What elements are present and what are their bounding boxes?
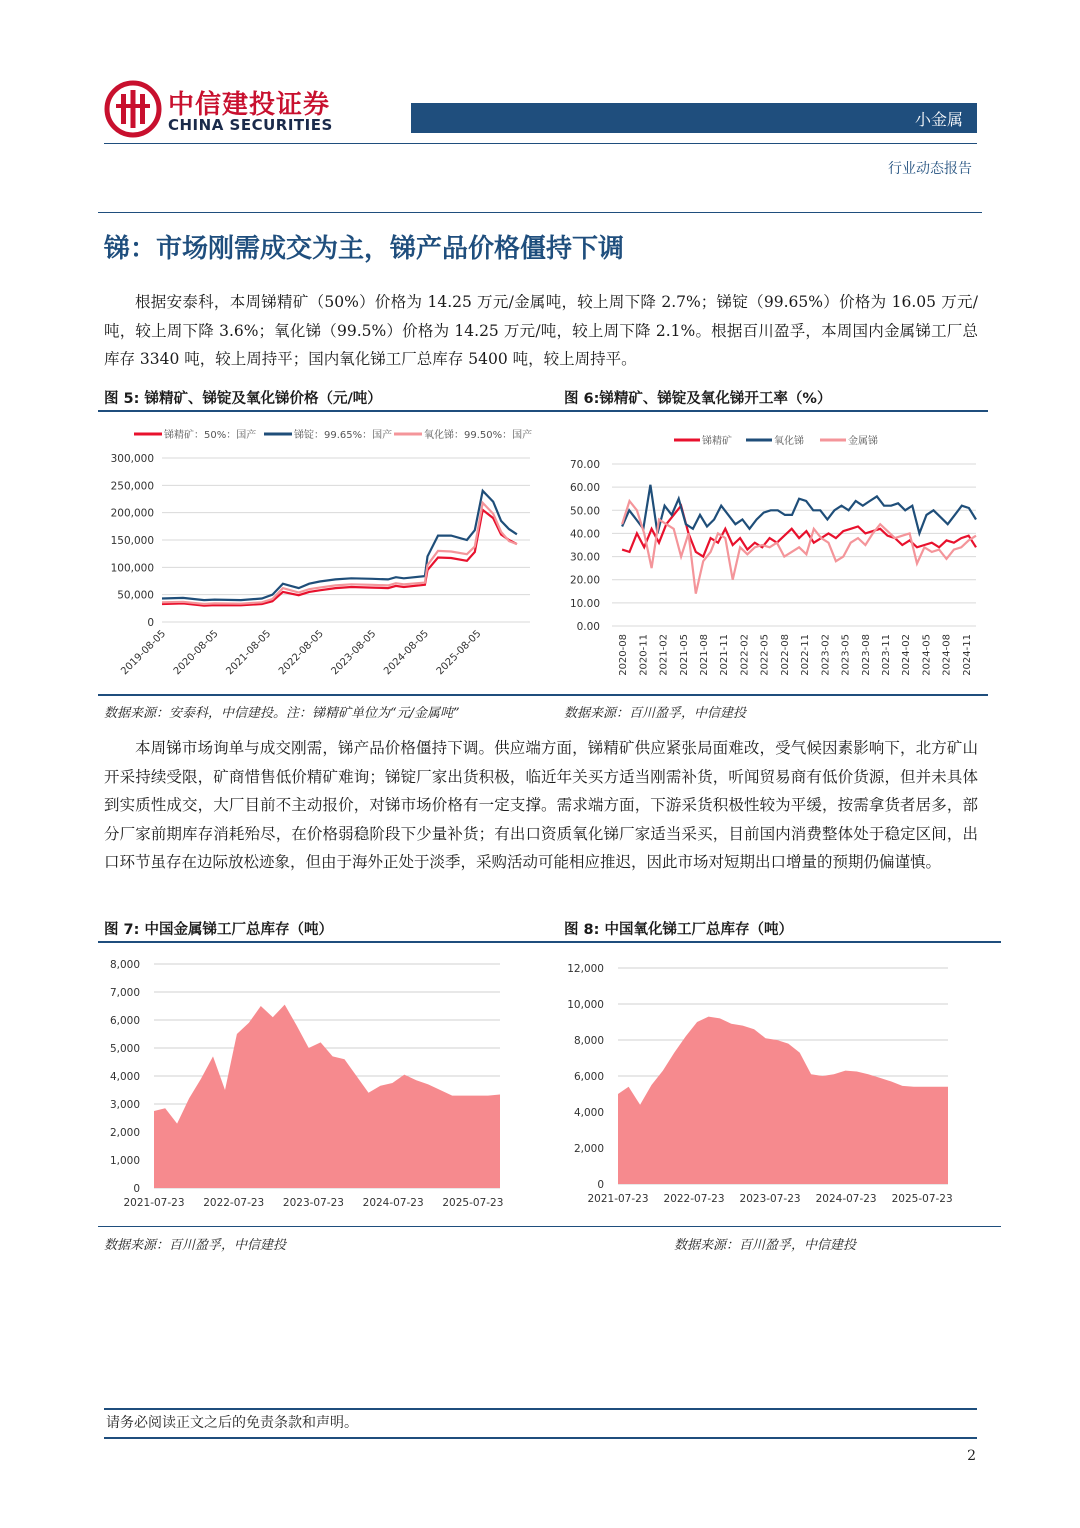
legend-label: 锑精矿：50%：国产 bbox=[164, 430, 257, 441]
y-tick-label: 20.00 bbox=[569, 574, 600, 587]
x-tick-label: 2023-11 bbox=[881, 634, 892, 676]
x-tick-label: 2024-08-05 bbox=[382, 628, 431, 678]
y-tick-label: 50.00 bbox=[569, 505, 600, 518]
y-tick-label: 0 bbox=[147, 617, 154, 629]
x-tick-label: 2021-11 bbox=[719, 634, 731, 676]
x-tick-label: 2021-07-23 bbox=[587, 1193, 649, 1205]
logo-text-cn: 中信建投证券 bbox=[168, 90, 331, 120]
x-tick-label: 2020-11 bbox=[638, 634, 650, 676]
x-tick-label: 2023-08-05 bbox=[329, 628, 379, 678]
section-divider bbox=[98, 212, 982, 213]
disclaimer: 请务必阅读正文之后的免责条款和声明。 bbox=[106, 1415, 358, 1431]
y-tick-label: 6,000 bbox=[573, 1071, 604, 1083]
x-tick-label: 2021-07-23 bbox=[123, 1197, 185, 1209]
x-tick-label: 2023-05 bbox=[840, 634, 852, 676]
x-tick-label: 2024-05 bbox=[921, 634, 933, 676]
y-tick-label: 10.00 bbox=[569, 597, 600, 610]
paragraph-summary: 根据安泰科，本周锑精矿（50%）价格为 14.25 万元/金属吨，较上周下降 2.7%；锑锭（99.65%）价格为 16.05 万元/吨，较上周下降 3.6%；氧化锑（99.5%）价格为 14.25 万元/吨，较上周下降 2.1%。根据百川盈孚，本周国内金属锑工厂总库存 3340 吨，较上周持平；国内氧化锑工厂总库存 5400 吨，较上周持平。 bbox=[104, 293, 978, 368]
figure-row2-top-rule bbox=[98, 941, 1001, 943]
series-line bbox=[622, 485, 976, 534]
x-tick-label: 2024-08 bbox=[941, 634, 953, 676]
figure-row1-top-rule bbox=[98, 410, 988, 412]
report-type: 行业动态报告 bbox=[888, 161, 972, 177]
inventory-area bbox=[154, 1005, 500, 1188]
y-tick-label: 7,000 bbox=[109, 987, 140, 999]
figure-6-chart bbox=[556, 418, 986, 690]
header-divider bbox=[104, 143, 977, 144]
x-tick-label: 2023-02 bbox=[820, 634, 832, 676]
x-tick-label: 2021-08-05 bbox=[224, 628, 274, 678]
x-tick-label: 2023-08 bbox=[860, 634, 872, 676]
sector-banner bbox=[411, 103, 977, 133]
section-title: 锑：市场刚需成交为主，锑产品价格僵持下调 bbox=[104, 234, 625, 264]
series-line bbox=[162, 491, 517, 600]
x-tick-label: 2022-11 bbox=[800, 634, 812, 676]
footer-bottom-rule bbox=[104, 1437, 977, 1439]
x-tick-label: 2021-08 bbox=[699, 634, 710, 676]
legend-label: 氧化锑：99.50%：国产 bbox=[424, 430, 533, 441]
y-tick-label: 12,000 bbox=[567, 963, 604, 975]
inventory-area bbox=[618, 1017, 948, 1184]
y-tick-label: 4,000 bbox=[109, 1071, 140, 1083]
figure-6-title: 图 6:锑精矿、锑锭及氧化锑开工率（%） bbox=[564, 391, 832, 407]
y-tick-label: 300,000 bbox=[110, 453, 154, 465]
x-tick-label: 2025-08-05 bbox=[434, 628, 484, 678]
y-tick-label: 5,000 bbox=[109, 1043, 140, 1055]
figure-8-title: 图 8: 中国氧化锑工厂总库存（吨） bbox=[564, 922, 793, 938]
y-tick-label: 150,000 bbox=[110, 535, 154, 547]
y-tick-label: 8,000 bbox=[109, 959, 140, 971]
page-number: 2 bbox=[967, 1448, 976, 1464]
y-tick-label: 6,000 bbox=[109, 1015, 140, 1027]
x-tick-label: 2022-07-23 bbox=[663, 1193, 725, 1205]
y-tick-label: 50,000 bbox=[117, 589, 154, 602]
x-tick-label: 2025-07-23 bbox=[891, 1193, 953, 1205]
logo-emblem-icon bbox=[104, 80, 162, 138]
figure-5-chart bbox=[98, 418, 542, 690]
x-tick-label: 2022-08-05 bbox=[276, 628, 326, 678]
footer-top-rule bbox=[104, 1408, 977, 1410]
logo-text-en: CHINA SECURITIES bbox=[168, 116, 333, 134]
y-tick-label: 4,000 bbox=[573, 1107, 604, 1119]
company-logo bbox=[104, 80, 344, 140]
x-tick-label: 2021-05 bbox=[678, 634, 690, 676]
figure-5-title: 图 5: 锑精矿、锑锭及氧化锑价格（元/吨） bbox=[104, 391, 382, 407]
paragraph-market: 本周锑市场询单与成交刚需，锑产品价格僵持下调。供应端方面，锑精矿供应紧张局面难改，受气候因素影响下，北方矿山开采持续受限，矿商惜售低价精矿难询；锑锭厂家出货积极，临近年关买方适当刚需补货，听闻贸易商有低价货源，但并未具体到实质性成交，大厂目前不主动报价，对锑市场价格有一定支撑。需求端方面，下游采货积极性较为平缓，按需拿货者居多，部分厂家前期库存消耗殆尽，在价格弱稳阶段下少量补货；有出口资质氧化锑厂家适当采买，目前国内消费整体处于稳定区间，出口环节虽存在边际放松迹象，但由于海外正处于淡季，采购活动可能相应推迟，因此市场对短期出口增量的预期仍偏谨慎。 bbox=[104, 739, 978, 871]
x-tick-label: 2022-02 bbox=[739, 634, 751, 676]
figure-5-source: 数据来源：安泰科，中信建投。注：锑精矿单位为“元/金属吨” bbox=[104, 706, 460, 721]
x-tick-label: 2023-07-23 bbox=[739, 1193, 801, 1205]
y-tick-label: 70.00 bbox=[569, 459, 600, 471]
legend-label: 锑锭：99.65%：国产 bbox=[294, 430, 393, 441]
sector-label: 小金属 bbox=[914, 110, 963, 129]
y-tick-label: 10,000 bbox=[567, 999, 604, 1011]
x-tick-label: 2022-05 bbox=[759, 634, 771, 676]
x-tick-label: 2023-07-23 bbox=[282, 1197, 344, 1209]
x-tick-label: 2024-11 bbox=[961, 634, 973, 676]
figure-7-chart bbox=[98, 948, 518, 1220]
x-tick-label: 2022-07-23 bbox=[203, 1197, 265, 1209]
x-tick-label: 2020-08 bbox=[618, 634, 630, 676]
x-tick-label: 2025-07-23 bbox=[442, 1197, 504, 1209]
figure-7-source: 数据来源：百川盈孚，中信建投 bbox=[104, 1238, 287, 1253]
legend-label: 氧化锑 bbox=[774, 436, 804, 447]
figure-row2-bottom-rule bbox=[98, 1226, 1001, 1227]
series-line bbox=[162, 510, 517, 606]
figure-8-source: 数据来源：百川盈孚，中信建投 bbox=[674, 1238, 857, 1253]
x-tick-label: 2021-02 bbox=[658, 634, 670, 676]
y-tick-label: 8,000 bbox=[573, 1035, 604, 1047]
y-tick-label: 40.00 bbox=[569, 528, 600, 541]
legend-label: 锑精矿 bbox=[702, 436, 732, 447]
y-tick-label: 100,000 bbox=[110, 562, 154, 575]
y-tick-label: 200,000 bbox=[110, 507, 154, 520]
y-tick-label: 0 bbox=[133, 1183, 140, 1195]
y-tick-label: 250,000 bbox=[110, 480, 154, 493]
legend-label: 金属锑 bbox=[848, 436, 878, 447]
figure-row1-bottom-rule bbox=[98, 694, 988, 696]
y-tick-label: 0.00 bbox=[576, 621, 600, 633]
x-tick-label: 2024-07-23 bbox=[362, 1197, 424, 1209]
x-tick-label: 2019-08-05 bbox=[119, 628, 169, 678]
figure-6-source: 数据来源：百川盈孚，中信建投 bbox=[564, 706, 747, 721]
figure-8-chart bbox=[556, 948, 966, 1220]
y-tick-label: 60.00 bbox=[569, 482, 600, 495]
y-tick-label: 3,000 bbox=[109, 1099, 140, 1111]
y-tick-label: 30.00 bbox=[569, 551, 600, 564]
y-tick-label: 1,000 bbox=[109, 1155, 140, 1167]
y-tick-label: 2,000 bbox=[109, 1127, 140, 1139]
figure-7-title: 图 7: 中国金属锑工厂总库存（吨） bbox=[104, 922, 333, 938]
x-tick-label: 2020-08-05 bbox=[171, 628, 221, 678]
x-tick-label: 2022-08 bbox=[779, 634, 791, 676]
x-tick-label: 2024-02 bbox=[901, 634, 913, 676]
y-tick-label: 0 bbox=[597, 1179, 604, 1191]
y-tick-label: 2,000 bbox=[573, 1143, 604, 1155]
x-tick-label: 2024-07-23 bbox=[815, 1193, 877, 1205]
